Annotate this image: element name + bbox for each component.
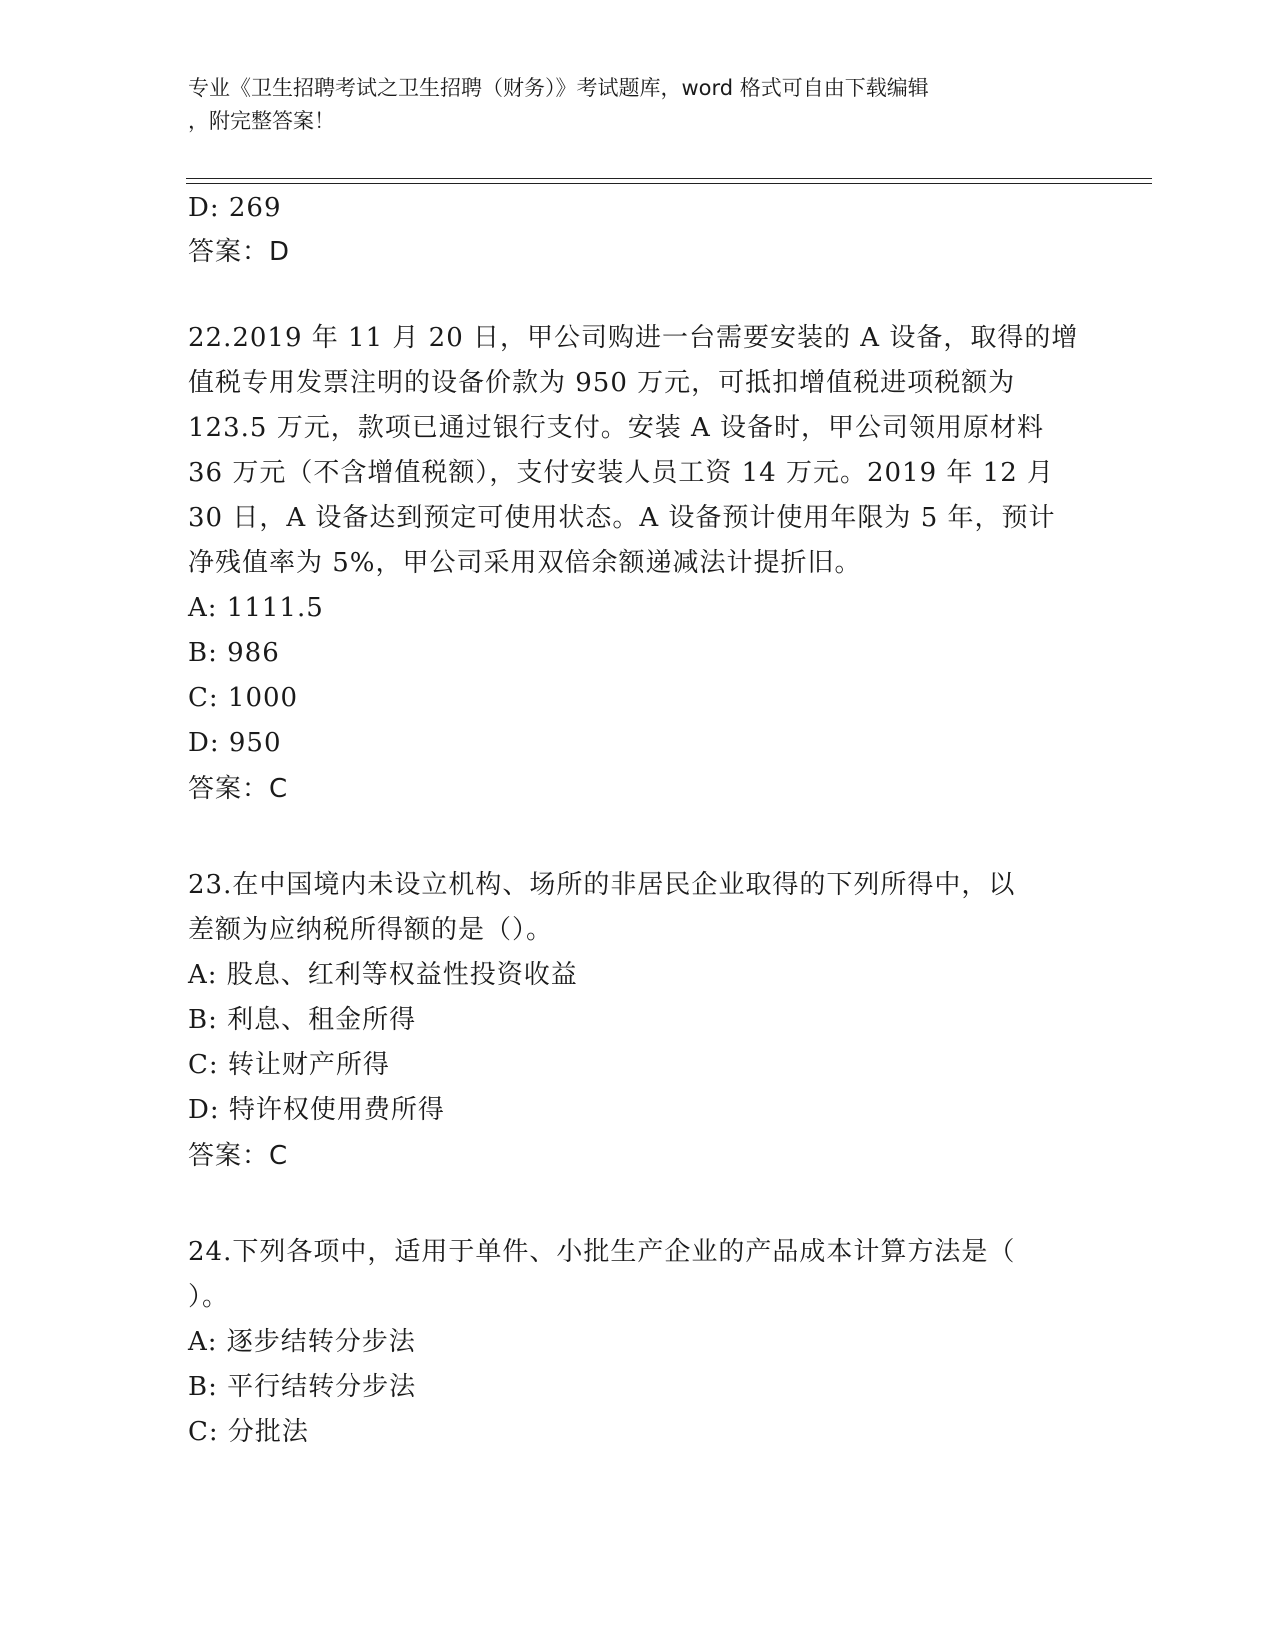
q24-option-b: B: 平行结转分步法	[188, 1372, 417, 1402]
q22-option-c: C: 1000	[188, 683, 299, 713]
q22-option-b: B: 986	[188, 638, 280, 668]
q23-option-d: D: 特许权使用费所得	[188, 1095, 445, 1125]
q22-line-3: 123.5 万元，款项已通过银行支付。安装 A 设备时，甲公司领用原材料	[188, 413, 1045, 443]
q24-option-a: A: 逐步结转分步法	[188, 1327, 416, 1357]
q22-line-4: 36 万元（不含增值税额），支付安装人员工资 14 万元。2019 年 12 月	[188, 458, 1055, 488]
q23-option-a: A: 股息、红利等权益性投资收益	[188, 960, 578, 990]
q22-option-a: A: 1111.5	[188, 593, 324, 623]
q24-line-2: ）。	[188, 1282, 230, 1312]
header-rule-top	[186, 178, 1152, 179]
q22-line-6: 净残值率为 5%，甲公司采用双倍余额递减法计提折旧。	[188, 548, 862, 578]
q23-line-2: 差额为应纳税所得额的是（）。	[188, 915, 554, 945]
q22-answer: 答案：C	[188, 774, 289, 804]
q23-answer: 答案：C	[188, 1141, 289, 1171]
header-line-2: ，附完整答案！	[188, 109, 335, 133]
prev-option-d: D: 269	[188, 193, 282, 223]
q22-line-5: 30 日，A 设备达到预定可使用状态。A 设备预计使用年限为 5 年，预计	[188, 503, 1056, 533]
q23-option-b: B: 利息、租金所得	[188, 1005, 417, 1035]
q23-option-c: C: 转让财产所得	[188, 1050, 390, 1080]
q22-line-1: 22.2019 年 11 月 20 日，甲公司购进一台需要安装的 A 设备，取得的增	[188, 323, 1079, 353]
document-header	[188, 72, 1068, 138]
q24-line-1: 24.下列各项中，适用于单件、小批生产企业的产品成本计算方法是（	[188, 1237, 1016, 1267]
q22-line-2: 值税专用发票注明的设备价款为 950 万元，可抵扣增值税进项税额为	[188, 368, 1016, 398]
header-line-1: 专业《卫生招聘考试之卫生招聘（财务）》考试题库，word 格式可自由下载编辑	[188, 76, 929, 100]
q24-option-c: C: 分批法	[188, 1417, 309, 1447]
q22-option-d: D: 950	[188, 728, 282, 758]
q23-line-1: 23.在中国境内未设立机构、场所的非居民企业取得的下列所得中，以	[188, 870, 1016, 900]
prev-answer: 答案：D	[188, 237, 291, 267]
header-rule-bottom	[186, 183, 1152, 184]
